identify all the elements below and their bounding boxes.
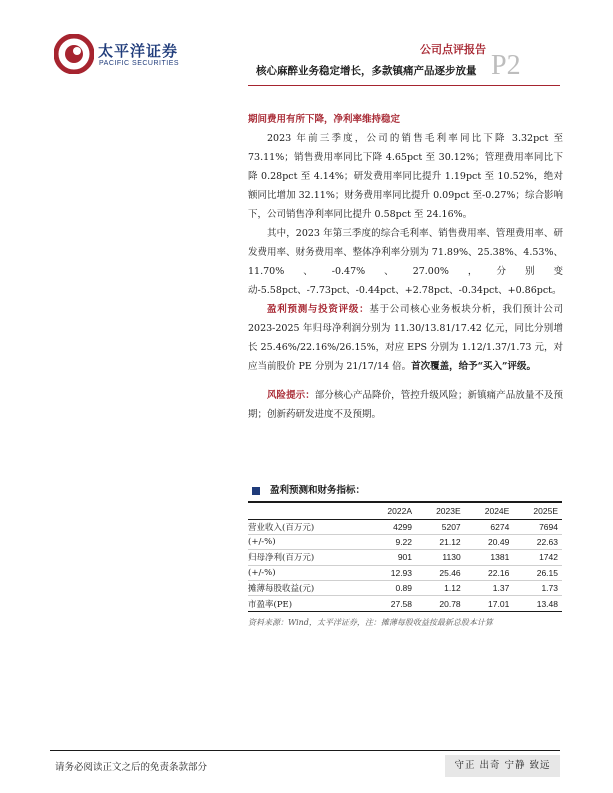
table-cell: 4299 [393, 521, 413, 532]
table-header-row [248, 503, 562, 519]
paragraph-expenses: 2023 年前三季度，公司的销售毛利率同比下降 3.32pct 至 73.11%；销售费用率同比下降 4.65pct 至 30.12%；管理费用率同比下降 0.28pct 至 4.14%；研发费用率同比提升 1.19pct 至 10.52%，绝对额同比增加 32.11%；财务费用率同比提升 0.09pct 至-0.27%；综合影响下，公司销售净利率同比提升 0.58pct 至 24.16%。 [248, 133, 563, 220]
table-cell: 26.15 [536, 567, 558, 578]
table-row-label: 市盈率(PE) [248, 599, 293, 610]
table-title-text: 盈利预测和财务指标： [270, 485, 366, 496]
table-row-label: 营业收入(百万元) [248, 522, 315, 533]
table-header-cell: 2024E [484, 505, 510, 516]
table-cell: 1381 [490, 552, 510, 563]
table-row [248, 596, 562, 611]
table-cell: 1.12 [444, 583, 461, 594]
risk-body: 部分核心产品降价，管控升级风险；新镇痛产品放量不及预期；创新药研发进度不及预期。 [248, 390, 563, 420]
table-row [248, 565, 562, 580]
table-row-label: 摊薄每股收益(元) [248, 584, 315, 595]
footer-divider [50, 750, 560, 751]
footer-motto: 守正 出奇 宁静 致远 [445, 755, 560, 777]
table-row [248, 550, 562, 565]
table-cell: 22.63 [536, 537, 558, 548]
table-cell: 1742 [539, 552, 558, 563]
table-cell: 0.89 [395, 583, 413, 594]
paragraph-q3: 其中，2023 年第三季度的综合毛利率、销售费用率、管理费用率、研发费用率、财务费用率、整体净利率分别为 71.89%、25.38%、4.53%、11.70%、-0.47%、27.00%，分别变动-5.58pct、-7.73pct、-0.44pct、+2.78pct、-0.34pct、+0.86pct。 [248, 228, 563, 296]
table-cell: 17.01 [488, 598, 510, 609]
table-cell: 901 [397, 552, 413, 563]
table-cell: 20.49 [488, 537, 510, 548]
table-header-cell: 2025E [533, 505, 558, 516]
risk-lead: 风险提示： [267, 390, 315, 401]
report-type: 公司点评报告 [420, 43, 486, 56]
table-cell: 5207 [441, 521, 461, 532]
page-number: P2 [491, 50, 521, 81]
footer-disclaimer: 请务必阅读正文之后的免责条款部分 [55, 762, 208, 773]
report-body [248, 110, 563, 424]
table-row [248, 519, 562, 534]
header-divider [248, 85, 560, 86]
forecast-body: 基于公司核心业务板块分析，我们预计公司 2023-2025 年归母净利润分别为 11.30/13.81/17.42 亿元，同比分别增长 25.46%/22.16%/26.15%，对应 EPS 分别为 1.12/1.37/1.73 元，对应当前股价 PE 分别为 21/17/14 倍。 [248, 304, 563, 372]
section-title: 期间费用有所下降，净利率维持稳定 [248, 114, 401, 125]
table-cell: 7694 [539, 521, 558, 532]
table-source-note: 资料来源：Wind，太平洋证券，注：摊薄每股收益按最新总股本计算 [248, 617, 493, 627]
logo-chinese-name: 太平洋证券 [98, 42, 179, 60]
forecast-lead: 盈利预测与投资评级： [267, 304, 370, 315]
table-header-cell: 2023E [436, 505, 461, 516]
table-cell: 20.78 [439, 598, 461, 609]
table-cell: 27.58 [390, 598, 413, 609]
pacific-securities-logo-icon [54, 34, 94, 74]
square-bullet-icon [252, 487, 260, 495]
table-row-label: (+/-%) [248, 537, 276, 548]
table-header-cell: 2022A [387, 505, 413, 516]
table-cell: 1.37 [492, 583, 510, 594]
table-cell: 12.93 [390, 567, 413, 578]
table-cell: 1130 [442, 552, 461, 563]
table-row-label: 归母净利(百万元) [248, 553, 315, 564]
financial-table [248, 503, 562, 612]
table-cell: 25.46 [439, 567, 461, 578]
table-cell: 21.12 [439, 537, 461, 548]
table-row [248, 581, 562, 596]
table-title [248, 483, 562, 499]
forecast-rating: 首次覆盖，给予“买入”评级。 [411, 361, 537, 372]
report-headline: 核心麻醉业务稳定增长，多款镇痛产品逐步放量 [256, 65, 477, 77]
table-cell: 6274 [490, 521, 510, 532]
table-cell: 13.48 [536, 598, 558, 609]
spacer [248, 376, 563, 386]
table-row-label: (+/-%) [248, 567, 276, 578]
logo-english-name: PACIFIC SECURITIES [99, 60, 180, 67]
table-row [248, 534, 562, 549]
financial-table-section [248, 483, 562, 628]
paragraph-risk [248, 386, 563, 424]
company-logo [54, 34, 214, 78]
table-header-cell [248, 503, 367, 519]
table-cell: 22.16 [488, 567, 510, 578]
table-cell: 1.73 [541, 583, 558, 594]
paragraph-forecast [248, 300, 563, 376]
table-cell: 9.22 [395, 537, 413, 548]
